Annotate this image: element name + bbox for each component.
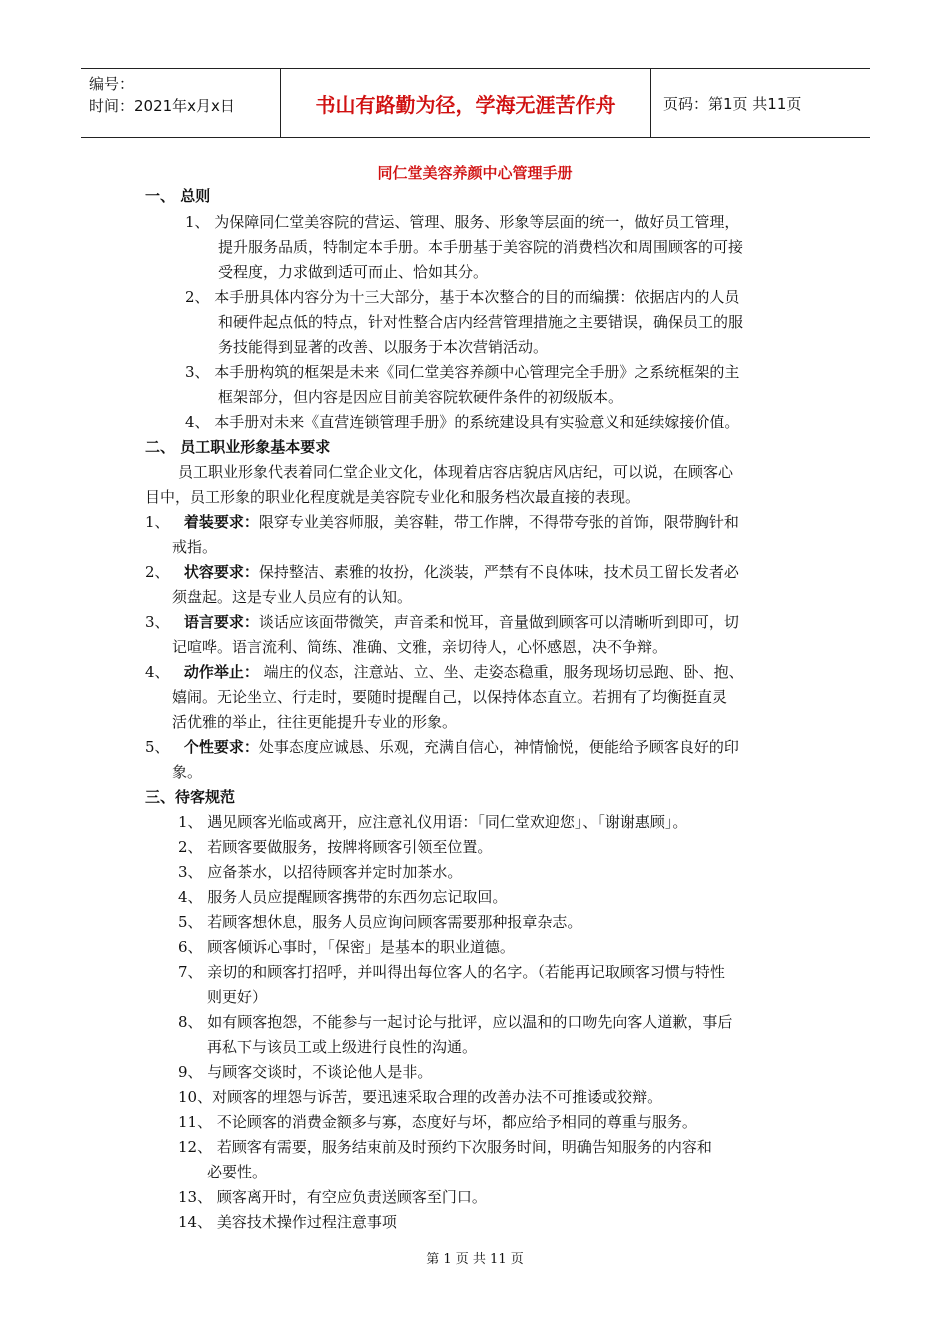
item-text: 限穿专业美容师服，美容鞋，带工作牌，不得带夸张的首饰，限带胸针和 [258,513,739,531]
paragraph-line: 4、 服务人员应提醒顾客携带的东西勿忘记取回。 [178,888,508,906]
paragraph-line: 记喧哗。语言流利、简练、准确、文雅，亲切待人，心怀感恩，决不争辩。 [172,638,668,656]
item-number: 4、 [145,663,170,681]
paragraph-line: 1、 为保障同仁堂美容院的营运、管理、服务、形象等层面的统一，做好员工管理， [185,213,740,231]
paragraph-line: 5、 若顾客想休息，服务人员应询问顾客需要那种报章杂志。 [178,913,583,931]
paragraph-line: 14、 美容技术操作过程注意事项 [178,1213,397,1231]
list-item [145,737,739,757]
item-text: 谈话应该面带微笑，声音柔和悦耳，音量做到顾客可以清晰听到即可，切 [258,613,739,631]
paragraph-line: 2、 若顾客要做服务，按牌将顾客引领至位置。 [178,838,493,856]
paragraph-line: 则更好） [207,988,268,1006]
paragraph-line: 必要性。 [207,1163,268,1181]
item-text: 保持整洁、素雅的妆扮，化淡装，严禁有不良体味，技术员工留长发者必 [258,563,739,581]
paragraph-line: 6、 顾客倾诉心事时，「保密」是基本的职业道德。 [178,938,515,956]
section-heading: 一、 总则 [145,187,211,205]
item-number: 2、 [145,563,170,581]
paragraph-line: 3、 应备茶水，以招待顾客并定时加茶水。 [178,863,463,881]
item-label: 着装要求： [183,513,259,531]
paragraph-line: 须盘起。这是专业人员应有的认知。 [172,588,413,606]
page-footer: 第 1 页 共 11 页 [426,1252,524,1267]
paragraph-line: 嬉闹。无论坐立、行走时，要随时提醒自己，以保持体态直立。若拥有了均衡挺直灵 [172,688,728,706]
paragraph-line: 提升服务品质，特制定本手册。本手册基于美容院的消费档次和周围顾客的可接 [218,238,744,256]
paragraph-line: 戒指。 [172,538,218,556]
item-label: 个性要求： [183,738,259,756]
paragraph-line: 1、 遇见顾客光临或离开，应注意礼仪用语：「同仁堂欢迎您」、「谢谢惠顾」。 [178,813,688,831]
serial-label: 编号： [89,75,135,93]
item-text: 处事态度应诚恳、乐观，充满自信心，神情愉悦，便能给予顾客良好的印 [258,738,739,756]
paragraph-line: 框架部分，但内容是因应目前美容院软硬件条件的初级版本。 [218,388,624,406]
header-table [81,68,870,138]
paragraph-line: 13、 顾客离开时，有空应负责送顾客至门口。 [178,1188,487,1206]
paragraph-line: 再私下与该员工或上级进行良性的沟通。 [207,1038,478,1056]
paragraph-line: 活优雅的举止，往往更能提升专业的形象。 [172,713,458,731]
paragraph-line: 和硬件起点低的特点，针对性整合店内经营管理措施之主要错误，确保员工的服 [218,313,744,331]
header-motto: 书山有路勤为径，学海无涯苦作舟 [281,69,651,137]
paragraph-line: 受程度，力求做到适可而止、恰如其分。 [218,263,489,281]
paragraph-line: 7、 亲切的和顾客打招呼，并叫得出每位客人的名字。（若能再记取顾客习惯与特性 [178,963,725,981]
item-number: 5、 [145,738,170,756]
paragraph-line: 9、 与顾客交谈时，不谈论他人是非。 [178,1063,433,1081]
paragraph-line: 3、 本手册构筑的框架是未来《同仁堂美容养颜中心管理完全手册》之系统框架的主 [185,363,740,381]
paragraph-line: 11、 不论顾客的消费金额多与寡，态度好与坏，都应给予相同的尊重与服务。 [178,1113,697,1131]
paragraph-line: 10、对顾客的埋怨与诉苦，要迅速采取合理的改善办法不可推诿或狡辩。 [178,1088,663,1106]
item-label: 状容要求： [183,563,259,581]
section-heading: 二、 员工职业形象基本要求 [145,438,331,456]
paragraph-line: 8、 如有顾客抱怨，不能参与一起讨论与批评，应以温和的口吻先向客人道歉，事后 [178,1013,733,1031]
document-title: 同仁堂美容养颜中心管理手册 [377,164,573,182]
header-page-info: 页码：第1页 共11页 [663,94,802,113]
list-item [145,562,739,582]
paragraph-line: 象。 [172,763,203,781]
header-meta-cell [81,69,281,137]
paragraph-line: 员工职业形象代表着同仁堂企业文化，体现着店容店貌店风店纪，可以说，在顾客心 [178,463,734,481]
item-text: 端庄的仪态，注意站、立、坐、走姿态稳重，服务现场切忌跑、卧、抱、 [258,663,744,681]
paragraph-line: 4、 本手册对未来《直营连锁管理手册》的系统建设具有实验意义和延续嫁接价值。 [185,413,740,431]
list-item [145,662,744,682]
paragraph-line: 目中，员工形象的职业化程度就是美容院专业化和服务档次最直接的表现。 [145,488,641,506]
paragraph-line: 务技能得到显著的改善、以服务于本次营销活动。 [218,338,549,356]
item-number: 1、 [145,513,170,531]
list-item [145,612,739,632]
item-number: 3、 [145,613,170,631]
item-label: 语言要求： [183,613,259,631]
section-heading: 三、待客规范 [145,788,236,806]
paragraph-line: 12、 若顾客有需要，服务结束前及时预约下次服务时间，明确告知服务的内容和 [178,1138,712,1156]
item-label: 动作举止： [183,663,259,681]
list-item [145,512,739,532]
date-label: 时间：2021年x月x日 [89,97,235,115]
paragraph-line: 2、 本手册具体内容分为十三大部分，基于本次整合的目的而编撰：依据店内的人员 [185,288,740,306]
